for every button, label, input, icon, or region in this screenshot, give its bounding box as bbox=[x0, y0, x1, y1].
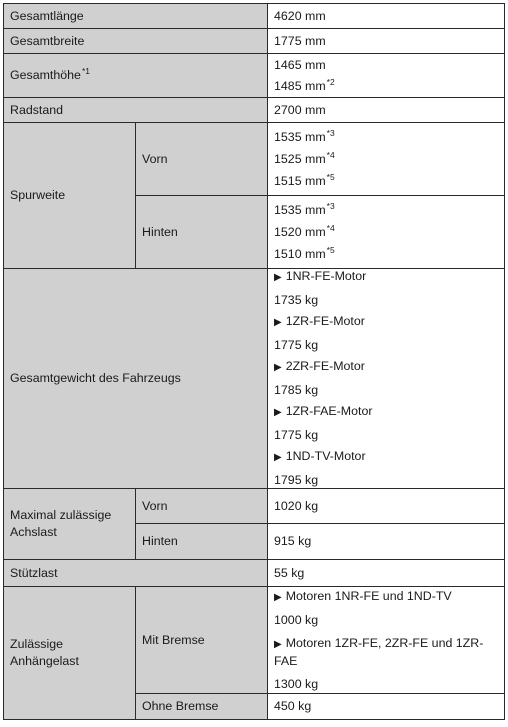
value-achslast-vorn: 1020 kg bbox=[268, 489, 505, 524]
engine-line bbox=[274, 589, 498, 605]
row-gesamtlaenge bbox=[4, 4, 505, 29]
value-line bbox=[274, 200, 498, 218]
triangle-bullet-icon: ▶ bbox=[274, 638, 282, 650]
footnote-marker: *3 bbox=[326, 200, 335, 211]
weight-line: 1795 kg bbox=[274, 473, 319, 487]
footnote-marker: *3 bbox=[326, 127, 335, 138]
row-gesamthoehe bbox=[4, 54, 505, 98]
value-spurweite-hinten bbox=[268, 196, 505, 269]
triangle-bullet-icon: ▶ bbox=[274, 452, 282, 463]
triangle-bullet-icon: ▶ bbox=[274, 591, 282, 603]
value-text: 1535 mm bbox=[274, 202, 326, 217]
engine-name: 1ZR-FE-Motor bbox=[285, 314, 365, 328]
triangle-bullet-icon: ▶ bbox=[274, 362, 282, 373]
engine-name: 2ZR-FE-Motor bbox=[285, 359, 365, 373]
value-line: 1465 mm bbox=[274, 57, 326, 72]
value-radstand: 2700 mm bbox=[268, 98, 505, 123]
value-spurweite-vorn bbox=[268, 123, 505, 196]
engine-line bbox=[274, 404, 498, 420]
weight-line: 1000 kg bbox=[274, 612, 319, 627]
footnote-marker: *5 bbox=[326, 244, 335, 255]
label-spurweite-hinten: Hinten bbox=[136, 196, 268, 269]
engine-line bbox=[274, 314, 498, 330]
label-mit-bremse: Mit Bremse bbox=[136, 587, 268, 694]
label-spurweite: Spurweite bbox=[4, 123, 136, 269]
row-gesamtbreite bbox=[4, 29, 505, 54]
value-gesamtlaenge: 4620 mm bbox=[268, 4, 505, 29]
label-line: Maximal zulässige bbox=[10, 508, 112, 522]
label-spurweite-vorn: Vorn bbox=[136, 123, 268, 196]
value-line bbox=[274, 222, 498, 240]
value-text: 1525 mm bbox=[274, 151, 326, 166]
label-line: Zulässige bbox=[10, 637, 64, 651]
label-radstand: Radstand bbox=[4, 98, 268, 123]
spec-table bbox=[3, 3, 505, 720]
value-line bbox=[274, 127, 498, 145]
label-gesamtbreite: Gesamtbreite bbox=[4, 29, 268, 54]
engine-name: 1NR-FE-Motor bbox=[285, 269, 367, 283]
row-radstand bbox=[4, 98, 505, 123]
value-line bbox=[274, 149, 498, 167]
weight-line: 1735 kg bbox=[274, 293, 319, 307]
value-gesamtgewicht bbox=[268, 269, 505, 489]
engine-name: 1ND-TV-Motor bbox=[285, 449, 366, 463]
weight-line: 1785 kg bbox=[274, 383, 319, 397]
engine-name: Motoren 1ZR-FE, 2ZR-FE und 1ZR- bbox=[285, 635, 484, 650]
label-achslast-hinten: Hinten bbox=[136, 524, 268, 560]
engine-line-continued: FAE bbox=[274, 653, 298, 668]
triangle-bullet-icon: ▶ bbox=[274, 317, 282, 328]
value-text: 1535 mm bbox=[274, 129, 326, 144]
engine-line bbox=[274, 449, 498, 465]
value-gesamthoehe bbox=[268, 54, 505, 98]
footnote-marker: *5 bbox=[326, 171, 335, 182]
engine-name: Motoren 1NR-FE und 1ND-TV bbox=[285, 588, 452, 603]
label-gesamtgewicht: Gesamtgewicht des Fahrzeugs bbox=[4, 269, 268, 489]
value-ohne-bremse: 450 kg bbox=[268, 694, 505, 720]
label-line: Achslast bbox=[10, 525, 57, 539]
value-mit-bremse bbox=[268, 587, 505, 694]
engine-line bbox=[274, 636, 498, 652]
value-text: 1485 mm bbox=[274, 78, 326, 93]
row-stuetzlast bbox=[4, 560, 505, 587]
value-text: 1515 mm bbox=[274, 173, 326, 188]
engine-line bbox=[274, 359, 498, 375]
row-achslast-vorn bbox=[4, 489, 505, 524]
label-achslast bbox=[4, 489, 136, 560]
row-spurweite-vorn bbox=[4, 123, 505, 196]
value-gesamtbreite: 1775 mm bbox=[268, 29, 505, 54]
value-text: 1510 mm bbox=[274, 246, 326, 261]
footnote-marker: *2 bbox=[326, 76, 335, 87]
weight-line: 1775 kg bbox=[274, 338, 319, 352]
weight-line: 1775 kg bbox=[274, 428, 319, 442]
label-ohne-bremse: Ohne Bremse bbox=[136, 694, 268, 720]
engine-name: 1ZR-FAE-Motor bbox=[285, 404, 373, 418]
label-gesamtlaenge: Gesamtlänge bbox=[4, 4, 268, 29]
label-achslast-vorn: Vorn bbox=[136, 489, 268, 524]
footnote-marker: *4 bbox=[326, 222, 335, 233]
weight-line: 1300 kg bbox=[274, 676, 319, 691]
triangle-bullet-icon: ▶ bbox=[274, 407, 282, 418]
label-gesamthoehe-text: Gesamthöhe bbox=[10, 68, 81, 82]
label-gesamthoehe bbox=[4, 54, 268, 98]
row-anhaengelast-mit bbox=[4, 587, 505, 694]
value-stuetzlast: 55 kg bbox=[268, 560, 505, 587]
footnote-marker: *1 bbox=[81, 66, 90, 76]
row-gesamtgewicht bbox=[4, 269, 505, 489]
label-anhaengelast bbox=[4, 587, 136, 720]
label-stuetzlast: Stützlast bbox=[4, 560, 268, 587]
label-line: Anhängelast bbox=[10, 654, 79, 668]
value-text: 1520 mm bbox=[274, 224, 326, 239]
value-line bbox=[274, 244, 498, 262]
footnote-marker: *4 bbox=[326, 149, 335, 160]
value-achslast-hinten: 915 kg bbox=[268, 524, 505, 560]
triangle-bullet-icon: ▶ bbox=[274, 272, 282, 283]
value-line bbox=[274, 171, 498, 189]
engine-line bbox=[274, 269, 498, 285]
value-line bbox=[274, 76, 498, 94]
